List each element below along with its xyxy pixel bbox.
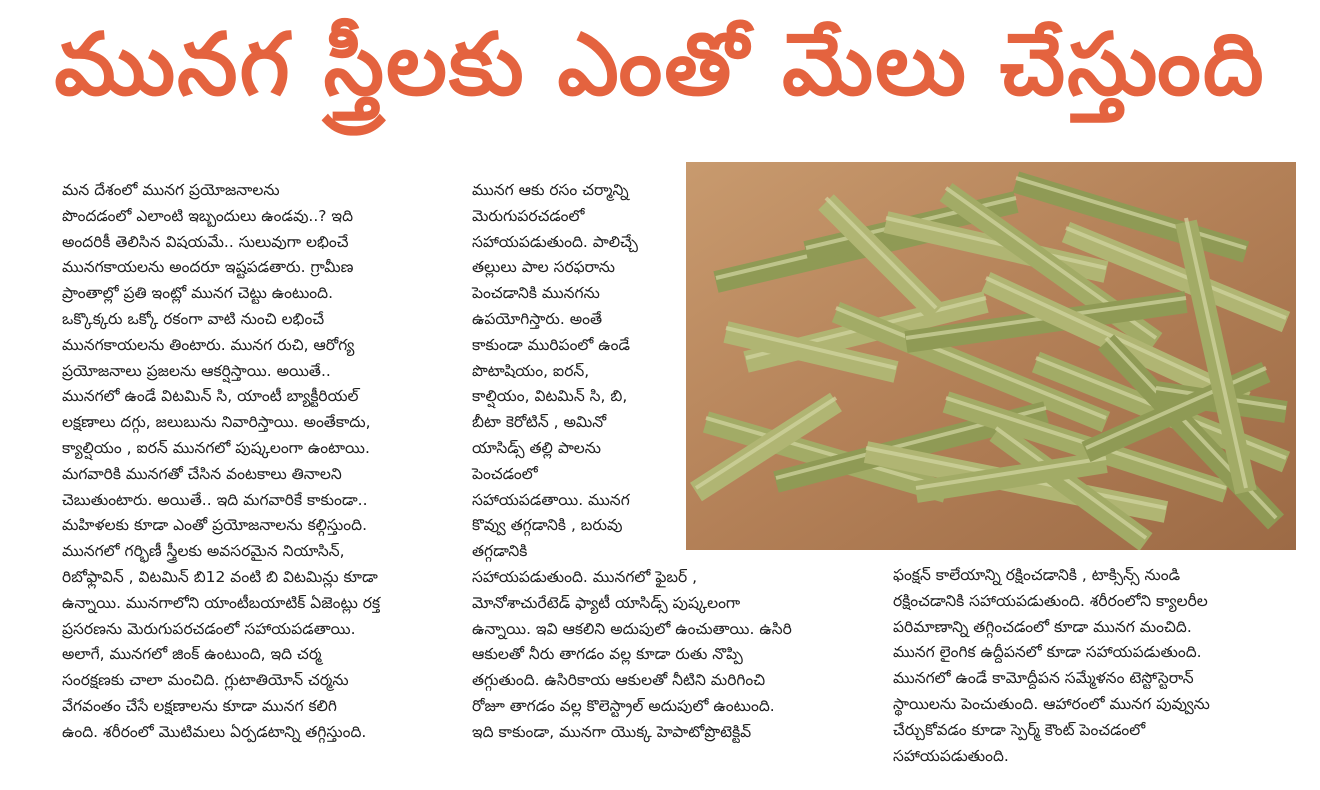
article-line: కాల్షియం, విటమిన్ సి, బి, [472, 387, 628, 406]
article-line: కాకుండా మురిపంలో ఉండే [472, 335, 631, 354]
article-line: ఇది కాకుండా, మునగా యొక్క హెపాటోప్రొటెక్టివ్ [472, 722, 752, 741]
article-line: బీటా కెరోటిన్ , అమినో [472, 413, 607, 432]
article-line: ప్రసరణను మెరుగుపరచడంలో సహాయపడతాయి. [62, 619, 356, 638]
headline: మునగ స్త్రీలకు ఎంతో మేలు చేస్తుంది [54, 14, 1266, 115]
article-line: ఉన్నాయి. మునగాలోని యాంటీబయాటిక్ ఏజెంట్లు రక్త [62, 593, 381, 612]
article-line: లక్షణాలు దగ్గు, జలుబును నివారిస్తాయి. అంతేకాదు, [62, 413, 371, 432]
article-line: తగ్గడానికి [472, 542, 528, 561]
article-line: తల్లులు పాల సరఫరాను [472, 258, 615, 277]
article-line: తగ్గుతుంది. ఉసిరికాయ ఆకులతో నీటిని మరిగించి [472, 671, 766, 690]
article-line: మునగలో ఉండే కామోద్దీపన సమ్మేళనం టెస్టోస్టెరాన్ [893, 669, 1194, 688]
article-line: మునగ లైంగిక ఉద్దీపనలో కూడా సహాయపడుతుంది. [893, 643, 1202, 662]
article-line: ఫంక్షన్ కాలేయాన్ని రక్షించడానికి , టాక్సిన్స్ నుండి [893, 566, 1181, 584]
article-line: సహాయపడతాయి. మునగ [472, 490, 630, 509]
article-line: పరిమాణాన్ని తగ్గించడంలో కూడా మునగ మంచిది. [893, 617, 1192, 636]
article-line: రోజూ తాగడం వల్ల కొలెస్ట్రాల్ అదుపులో ఉంటుంది. [472, 696, 775, 715]
article-line: మునగలో ఉండే విటమిన్ సి, యాంటీ బ్యాక్టీరియల్ [62, 387, 359, 406]
article-line: మహిళలకు కూడా ఎంతో ప్రయోజనాలను కల్గిస్తుంది. [62, 516, 368, 535]
article-line: అలాగే, మునగలో జింక్ ఉంటుంది, ఇది చర్మ [62, 645, 322, 664]
article-line: సహాయపడుతుంది. పాలిచ్చే [472, 232, 638, 251]
article-line: ఒక్కొక్కరు ఒక్కో రకంగా వాటి నుంచి లభించే [62, 309, 325, 328]
article-line: రక్షించడానికి సహాయపడుతుంది. శరీరంలోని క్యాలరీల [893, 591, 1208, 610]
article-line: ఉన్నాయి. ఇవి ఆకలిని అదుపులో ఉంచుతాయి. ఉసిరి [472, 619, 792, 638]
article-line: మగవారికి మునగతో చేసిన వంటకాలు తినాలని [62, 464, 342, 483]
article-column-3 [893, 563, 1308, 769]
article-line: పెంచడంలో [472, 464, 538, 483]
article-line: సహాయపడుతుంది. [893, 746, 1009, 765]
article-line: పెంచడానికి మునగను [472, 284, 600, 303]
article-line: ప్రయోజనాలు ప్రజలను ఆకర్షిస్తాయి. అయితే.. [62, 361, 331, 380]
article-line: ప్రాంతాల్లో ప్రతి ఇంట్లో మునగ చెట్టు ఉంటుంది. [62, 284, 334, 303]
article-line: రిబోఫ్లావిన్ , విటమిన్ బి12 వంటి బి విటమిన్లు కూడా [62, 567, 378, 586]
article-line: మన దేశంలో మునగ ప్రయోజనాలను [62, 181, 280, 199]
article-line: మెరుగుపరచడంలో [472, 206, 585, 225]
article-line: యాసిడ్స్ తల్లి పాలను [472, 438, 602, 457]
article-line: చేర్చుకోవడం కూడా స్పెర్మ్ కౌంట్ పెంచడంలో [893, 720, 1146, 739]
article-line: క్యాల్షియం , ఐరన్ మునగలో పుష్కలంగా ఉంటాయి. [62, 438, 370, 457]
article-line: మునగకాయలను అందరూ ఇష్టపడతారు. గ్రామీణ [62, 258, 354, 277]
article-line: ఉపయోగిస్తారు. అంతే [472, 309, 603, 328]
article-line: అందరికీ తెలిసిన విషయమే.. సులువుగా లభించే [62, 232, 349, 251]
article-line: స్థాయిలను పెంచుతుంది. ఆహారంలో మునగ పువ్వును [893, 694, 1210, 713]
article-line: పొందడంలో ఎలాంటి ఇబ్బందులు ఉండవు..? ఇది [62, 206, 354, 225]
article-line: చెబుతుంటారు. అయితే.. ఇది మగవారికే కాకుండా.. [62, 490, 368, 509]
article-line: మోనోశాచురేటెడ్ ఫ్యాటీ యాసిడ్స్ పుష్కలంగా [472, 593, 741, 612]
article-line: ఉంది. శరీరంలో మొటిమలు ఏర్పడటాన్ని తగ్గిస్తుంది. [62, 722, 367, 741]
drumsticks-photo [686, 162, 1296, 550]
article-line: మునగ ఆకు రసం చర్మాన్ని [472, 181, 629, 199]
article-column-1 [62, 178, 452, 746]
article-line: కొవ్వు తగ్గడానికి , బరువు [472, 516, 623, 535]
article-line: వేగవంతం చేసే లక్షణాలను కూడా మునగ కలిగి [62, 696, 337, 715]
article-line: సహాయపడుతుంది. మునగలో ఫైబర్ , [472, 567, 698, 586]
article-line: మునగకాయలను తింటారు. మునగ రుచి, ఆరోగ్య [62, 335, 355, 354]
article-line: సంరక్షణకు చాలా మంచిది. గ్లుటాతియోన్ చర్మను [62, 671, 349, 690]
article-line: మునగలో గర్భిణీ స్త్రీలకు అవసరమైన నియాసిన్, [62, 542, 345, 561]
article-line: పొటాషియం, ఐరన్, [472, 361, 590, 380]
article-line: ఆకులతో నీరు తాగడం వల్ల కూడా రుతు నొప్పి [472, 645, 743, 664]
